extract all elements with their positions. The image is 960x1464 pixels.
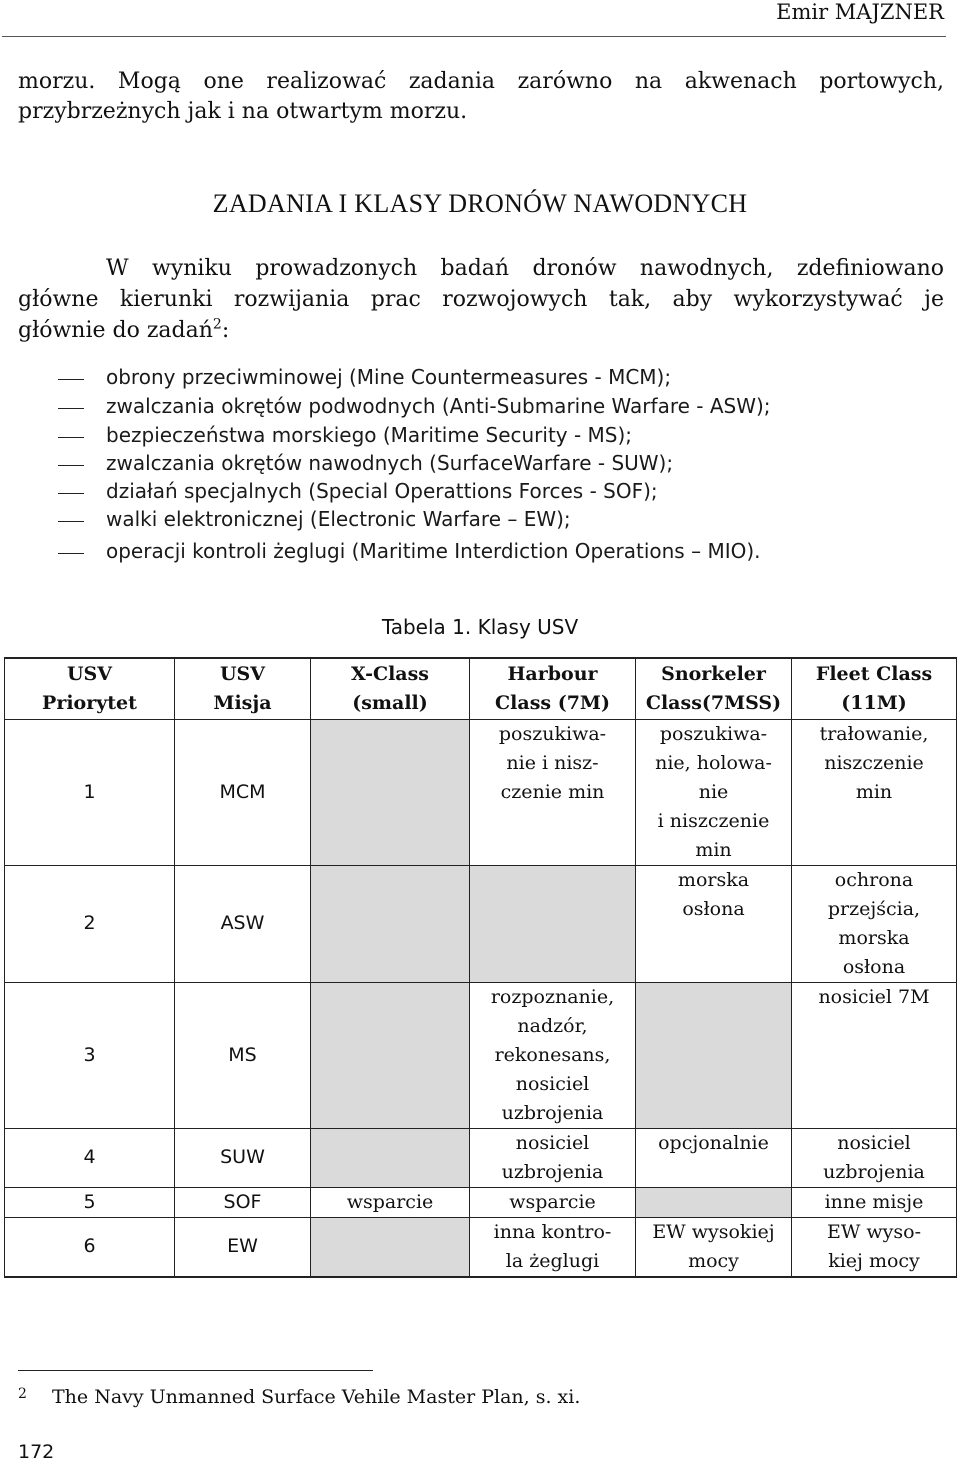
cell-xclass bbox=[311, 982, 470, 1128]
cell-mission: SOF bbox=[175, 1187, 311, 1217]
header-priority-line2: Priorytet bbox=[42, 692, 137, 714]
task-text: operacji kontroli żeglugi (Maritime Interdiction Operations – MIO). bbox=[106, 539, 761, 563]
dash-bullet bbox=[58, 493, 84, 494]
cell-line: EW wyso- bbox=[826, 1220, 922, 1243]
cell-line: przejścia, bbox=[827, 897, 921, 920]
table-row bbox=[5, 1217, 957, 1277]
cell-line: morska bbox=[677, 868, 750, 891]
cell-line: nadzór, bbox=[517, 1014, 588, 1037]
cell-line: la żeglugi bbox=[505, 1249, 600, 1272]
task-text: bezpieczeństwa morskiego (Maritime Security - MS); bbox=[106, 423, 633, 447]
cell-line: nosiciel bbox=[515, 1072, 590, 1095]
cell-priority: 2 bbox=[5, 865, 175, 982]
cell-fleet bbox=[792, 719, 957, 865]
cell-fleet bbox=[792, 1217, 957, 1277]
intro-line-3-text: głównie do zadań bbox=[18, 318, 213, 343]
header-harbour-line1: Harbour bbox=[507, 663, 598, 685]
task-text: zwalczania okrętów podwodnych (Anti-Submarine Warfare - ASW); bbox=[106, 394, 771, 418]
header-fleet-line2: (11M) bbox=[841, 692, 907, 714]
cell-line: opcjonalnie bbox=[658, 1131, 769, 1154]
footnote-number: 2 bbox=[18, 1386, 27, 1402]
cell-line: i niszczenie bbox=[657, 809, 770, 832]
cell-harbour bbox=[470, 1187, 636, 1217]
footnote bbox=[18, 1386, 580, 1408]
cell-line: czenie min bbox=[500, 780, 605, 803]
intro-line-3 bbox=[18, 315, 944, 346]
cell-line: uzbrojenia bbox=[501, 1160, 604, 1183]
cell-line: uzbrojenia bbox=[501, 1101, 604, 1124]
header-snorkeler bbox=[636, 658, 792, 719]
task-item bbox=[0, 451, 960, 481]
cell-line: poszukiwa- bbox=[659, 722, 768, 745]
footnote-reference: 2 bbox=[212, 316, 222, 333]
cell-snorkeler bbox=[636, 1217, 792, 1277]
cell-line: nie i nisz- bbox=[506, 751, 599, 774]
intro-line-1: W wyniku prowadzonych badań dronów nawodnych, zdefiniowano bbox=[106, 256, 944, 281]
header-fleet-line1: Fleet Class bbox=[815, 663, 933, 685]
cell-harbour bbox=[470, 1217, 636, 1277]
header-snorkeler-line2: Class(7MSS) bbox=[645, 692, 782, 714]
cell-xclass bbox=[311, 865, 470, 982]
cell-priority: 6 bbox=[5, 1217, 175, 1277]
cell-line: uzbrojenia bbox=[823, 1160, 925, 1183]
task-item bbox=[0, 507, 960, 537]
header-harbour bbox=[470, 658, 636, 719]
header-priority bbox=[5, 658, 175, 719]
cell-mission: SUW bbox=[175, 1128, 311, 1187]
cell-harbour bbox=[470, 865, 636, 982]
page-number: 172 bbox=[18, 1441, 55, 1463]
table-row bbox=[5, 719, 957, 865]
cell-priority: 5 bbox=[5, 1187, 175, 1217]
task-text: obrony przeciwminowej (Mine Countermeasures - MCM); bbox=[106, 365, 672, 389]
cell-priority: 1 bbox=[5, 719, 175, 865]
cell-snorkeler bbox=[636, 1128, 792, 1187]
dash-bullet bbox=[58, 437, 84, 438]
header-xclass-line2: (small) bbox=[352, 692, 428, 714]
cell-line: rekonesans, bbox=[494, 1043, 611, 1066]
table-row bbox=[5, 982, 957, 1128]
cell-line: osłona bbox=[682, 897, 745, 920]
cell-fleet bbox=[792, 1187, 957, 1217]
cell-line: inne misje bbox=[824, 1190, 924, 1213]
header-xclass bbox=[311, 658, 470, 719]
cell-xclass bbox=[311, 1128, 470, 1187]
task-item bbox=[0, 423, 960, 453]
cell-fleet bbox=[792, 865, 957, 982]
header-mission bbox=[175, 658, 311, 719]
cell-harbour bbox=[470, 719, 636, 865]
cell-mission: ASW bbox=[175, 865, 311, 982]
table-row bbox=[5, 1128, 957, 1187]
header-author: Emir MAJZNER bbox=[776, 0, 944, 24]
header-snorkeler-line1: Snorkeler bbox=[661, 663, 766, 685]
cell-line: niszczenie bbox=[824, 751, 924, 774]
task-text: zwalczania okrętów nawodnych (SurfaceWarfare - SUW); bbox=[106, 451, 674, 475]
cell-line: EW wysokiej bbox=[652, 1220, 775, 1243]
cell-line: inna kontro- bbox=[493, 1220, 612, 1243]
dash-bullet bbox=[58, 465, 84, 466]
dash-bullet bbox=[58, 521, 84, 522]
footnote-text: The Navy Unmanned Surface Vehile Master Plan, s. xi. bbox=[52, 1386, 581, 1408]
cell-harbour bbox=[470, 1128, 636, 1187]
header-divider bbox=[2, 36, 946, 37]
cell-line: poszukiwa- bbox=[498, 722, 607, 745]
cell-mission: MS bbox=[175, 982, 311, 1128]
header-harbour-line2: Class (7M) bbox=[495, 692, 610, 714]
cell-snorkeler bbox=[636, 719, 792, 865]
cell-mission: EW bbox=[175, 1217, 311, 1277]
cell-line: wsparcie bbox=[509, 1190, 596, 1213]
cell-line: osłona bbox=[842, 955, 906, 978]
cell-xclass bbox=[311, 1217, 470, 1277]
intro-line-3-end: : bbox=[221, 318, 230, 343]
cell-xclass bbox=[311, 719, 470, 865]
cell-snorkeler bbox=[636, 865, 792, 982]
footnote-divider bbox=[18, 1370, 373, 1371]
intro-paragraph bbox=[18, 253, 944, 346]
header-priority-line1: USV bbox=[66, 663, 113, 685]
cell-snorkeler bbox=[636, 982, 792, 1128]
table-header-row bbox=[5, 658, 957, 719]
cell-xclass: wsparcie bbox=[311, 1187, 470, 1217]
continuation-paragraph: morzu. Mogą one realizować zadania zarówno na akwenach portowych, przybrzeżnych jak i na otwartym morzu. bbox=[18, 69, 944, 124]
cell-harbour bbox=[470, 982, 636, 1128]
cell-line: min bbox=[855, 780, 893, 803]
cell-line: mocy bbox=[688, 1249, 739, 1272]
dash-bullet bbox=[58, 379, 84, 380]
cell-line: nie, holowa- bbox=[655, 751, 772, 774]
table-caption: Tabela 1. Klasy USV bbox=[381, 615, 579, 639]
task-item bbox=[0, 479, 960, 509]
task-text: walki elektronicznej (Electronic Warfare – EW); bbox=[106, 507, 571, 531]
cell-priority: 4 bbox=[5, 1128, 175, 1187]
cell-line: rozpoznanie, bbox=[490, 985, 615, 1008]
cell-line: trałowanie, bbox=[819, 722, 929, 745]
header-fleet bbox=[792, 658, 957, 719]
cell-line: morska bbox=[838, 926, 910, 949]
task-item bbox=[0, 394, 960, 424]
cell-fleet bbox=[792, 982, 957, 1128]
cell-mission: MCM bbox=[175, 719, 311, 865]
table-row bbox=[5, 1187, 957, 1217]
dash-bullet bbox=[58, 408, 84, 409]
cell-line: nie bbox=[698, 780, 729, 803]
dash-bullet bbox=[58, 553, 84, 554]
header-mission-line2: Misja bbox=[213, 692, 272, 714]
header-mission-line1: USV bbox=[219, 663, 266, 685]
task-text: działań specjalnych (Special Operattions Forces - SOF); bbox=[106, 479, 658, 503]
cell-priority: 3 bbox=[5, 982, 175, 1128]
cell-line: nosiciel bbox=[837, 1131, 911, 1154]
table-row bbox=[5, 865, 957, 982]
cell-line: kiej mocy bbox=[828, 1249, 920, 1272]
header-xclass-line1: X-Class bbox=[351, 663, 429, 685]
cell-line: nosiciel bbox=[515, 1131, 590, 1154]
intro-line-2: główne kierunki rozwijania prac rozwojowych tak, aby wykorzystywać je bbox=[18, 287, 944, 312]
cell-line: nosiciel 7M bbox=[818, 985, 930, 1008]
cell-snorkeler bbox=[636, 1187, 792, 1217]
task-item bbox=[0, 365, 960, 395]
section-title: ZADANIA I KLASY DRONÓW NAWODNYCH bbox=[212, 189, 748, 218]
usv-classes-table bbox=[4, 657, 957, 1278]
cell-line: ochrona bbox=[834, 868, 914, 891]
cell-fleet bbox=[792, 1128, 957, 1187]
cell-line: min bbox=[695, 838, 732, 861]
task-item bbox=[0, 539, 960, 569]
